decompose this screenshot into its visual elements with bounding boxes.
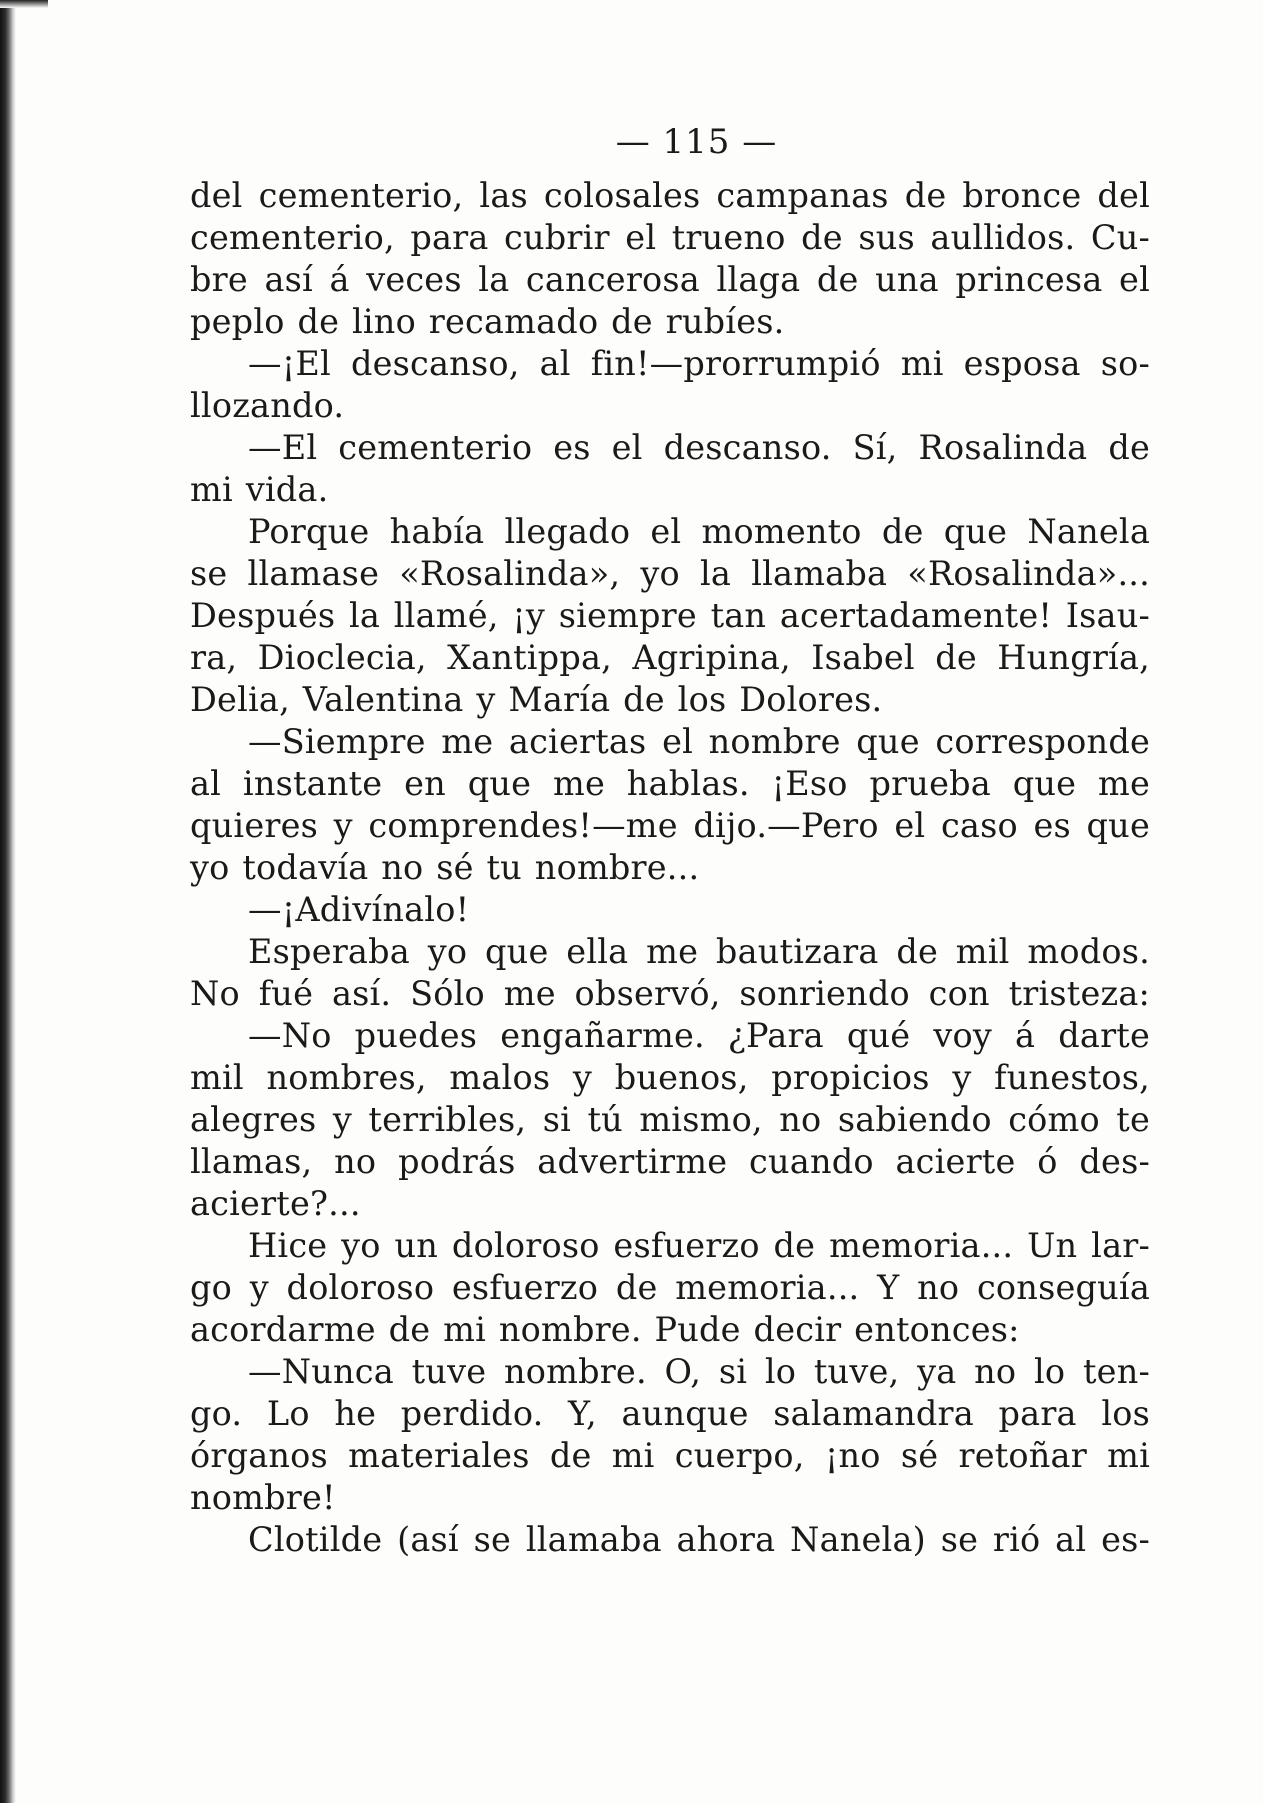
text-line: go y doloroso esfuerzo de memoria... Y no conseguía	[190, 1268, 1150, 1307]
page-binding-corner	[0, 0, 48, 8]
text-line: acierte?...	[190, 1184, 361, 1223]
text-line: Hice yo un doloroso esfuerzo de memoria... Un lar-	[248, 1226, 1150, 1265]
text-line: go. Lo he perdido. Y, aunque salamandra para los	[190, 1394, 1150, 1433]
text-line: cementerio, para cubrir el trueno de sus aullidos. Cu-	[190, 218, 1150, 257]
text-line: —¡El descanso, al fin!—prorrumpió mi esposa so-	[248, 344, 1150, 383]
text-line: —Siempre me aciertas el nombre que corresponde	[248, 722, 1150, 761]
text-line: Después la llamé, ¡y siempre tan acertadamente! Isau-	[190, 596, 1150, 635]
text-line: nombre!	[190, 1478, 336, 1517]
text-line: alegres y terribles, si tú mismo, no sabiendo cómo te	[190, 1100, 1150, 1139]
text-line: peplo de lino recamado de rubíes.	[190, 302, 785, 341]
body-text	[190, 175, 1150, 1561]
text-line: Esperaba yo que ella me bautizara de mil modos.	[248, 932, 1150, 971]
text-line: órganos materiales de mi cuerpo, ¡no sé retoñar mi	[190, 1436, 1150, 1475]
text-line: yo todavía no sé tu nombre...	[190, 848, 700, 887]
text-line: ra, Dioclecia, Xantippa, Agripina, Isabel de Hungría,	[190, 638, 1150, 677]
text-line: No fué así. Sólo me observó, sonriendo con tristeza:	[190, 974, 1150, 1013]
text-line: —El cementerio es el descanso. Sí, Rosalinda de	[248, 428, 1150, 467]
text-line: al instante en que me hablas. ¡Eso prueba que me	[190, 764, 1150, 803]
text-line: quieres y comprendes!—me dijo.—Pero el caso es que	[190, 806, 1150, 845]
text-line: mi vida.	[190, 470, 329, 509]
text-line: del cementerio, las colosales campanas de bronce del	[190, 176, 1150, 215]
text-line: —Nunca tuve nombre. O, si lo tuve, ya no lo ten-	[248, 1352, 1150, 1391]
text-line: llozando.	[190, 386, 345, 425]
text-line: llamas, no podrás advertirme cuando acierte ó des-	[190, 1142, 1150, 1181]
page-binding-edge	[0, 0, 16, 1803]
text-line: acordarme de mi nombre. Pude decir entonces:	[190, 1310, 1020, 1349]
text-line: bre así á veces la cancerosa llaga de una princesa el	[190, 260, 1150, 299]
text-line: Delia, Valentina y María de los Dolores.	[190, 680, 883, 719]
text-line: mil nombres, malos y buenos, propicios y funestos,	[190, 1058, 1150, 1097]
text-line: —¡Adivínalo!	[248, 890, 470, 929]
page-number: — 115 —	[615, 122, 778, 162]
text-line: Clotilde (así se llamaba ahora Nanela) se rió al es-	[248, 1520, 1150, 1559]
text-line: se llamase «Rosalinda», yo la llamaba «Rosalinda»...	[190, 554, 1150, 593]
text-line: Porque había llegado el momento de que Nanela	[248, 512, 1150, 551]
text-line: —No puedes engañarme. ¿Para qué voy á darte	[248, 1016, 1150, 1055]
